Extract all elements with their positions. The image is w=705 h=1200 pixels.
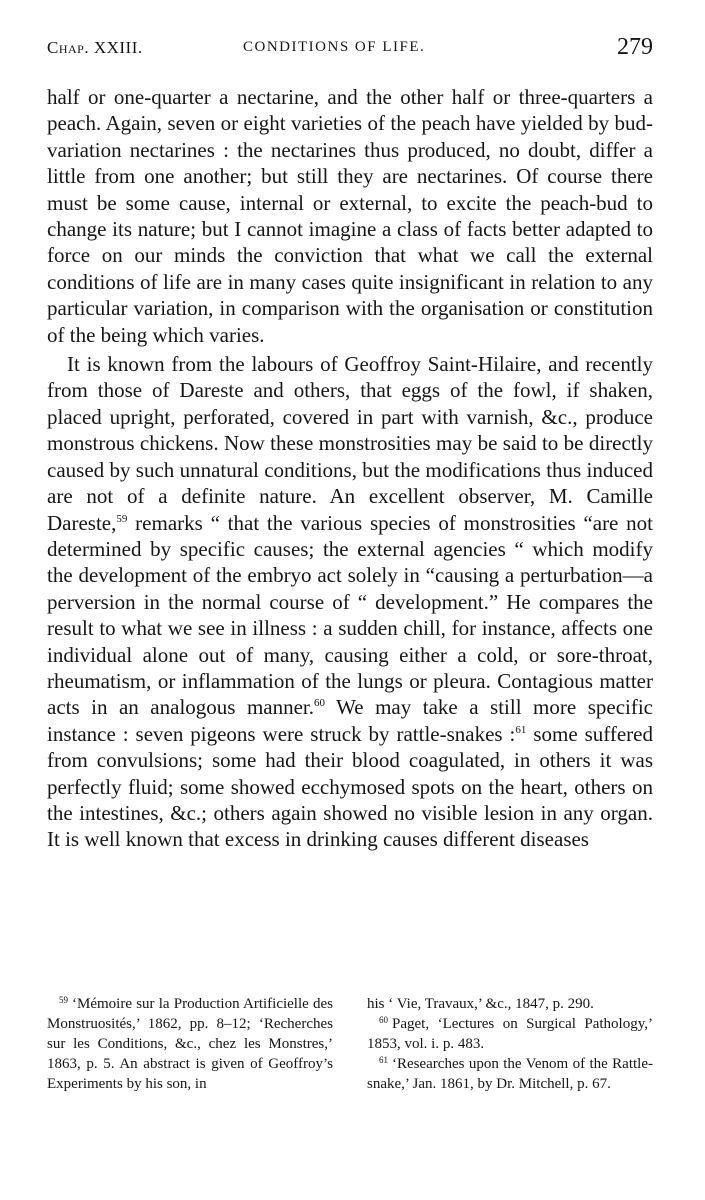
footnote-ref-60[interactable]: 60 bbox=[314, 697, 326, 710]
footnote-60 bbox=[367, 1014, 653, 1054]
book-page bbox=[47, 34, 653, 1092]
footnote-ref-61[interactable]: 61 bbox=[515, 723, 527, 736]
running-title: CONDITIONS OF LIFE. bbox=[243, 39, 426, 55]
page-number: 279 bbox=[617, 34, 653, 60]
footnote-61 bbox=[367, 1054, 653, 1094]
footnote-text: ‘Mémoire sur la Production Artificielle des Monstruosités,’ 1862, pp. 8–12; ‘Recherches sur les Conditions, &c., chez les Monstres,’ 1863, p. 5. An abstract is given of Geoffroy’s Experiments by his son, in bbox=[47, 996, 333, 1092]
footnote-text: his ‘ Vie, Travaux,’ &c., 1847, p. 290. bbox=[367, 996, 594, 1012]
footnote-text: ‘Researches upon the Venom of the Rattle-snake,’ Jan. 1861, by Dr. Mitchell, p. 67. bbox=[367, 1056, 653, 1092]
chapter-label: Chap. XXIII. bbox=[47, 38, 143, 57]
footnote-59-continued bbox=[367, 994, 653, 1014]
running-head bbox=[47, 36, 653, 70]
paragraph-monstrosities bbox=[47, 351, 653, 853]
paragraph-text: remarks “ that the various species of monstrosities “are not determined by specific causes; the external agencies “ which modify the development of the embryo act solely in “causing a perturbation—a perversion in the normal course of “ development.” He compares the result to what we see in illness : a sudden chill, for instance, affects one individual alone out of many, causing either a cold, or sore-throat, rheumatism, or inflammation of the lungs or pleura. Contagious matter acts in an analogous manner. bbox=[47, 510, 653, 720]
footnote-number: 61 bbox=[379, 1055, 388, 1065]
footnotes-left-column bbox=[47, 994, 333, 1094]
paragraph-text: some suffered from convulsions; some had their blood coagulated, in others it was perfectly fluid; some showed ecchymosed spots on the heart, others on the intestines, &c.; others again showed no visible lesion in any organ. It is well known that excess in drinking causes different diseases bbox=[47, 721, 653, 852]
body-text bbox=[47, 84, 653, 853]
footnote-number: 59 bbox=[59, 995, 68, 1005]
footnote-ref-59[interactable]: 59 bbox=[116, 512, 128, 525]
footnote-text: Paget, ‘Lectures on Surgical Pathology,’ 1853, vol. i. p. 483. bbox=[367, 1016, 653, 1052]
paragraph-text: We may take a still more specific instance : seven pigeons were struck by rattle-snakes : bbox=[47, 695, 653, 746]
paragraph-continued: half or one-quarter a nectarine, and the other half or three-quarters a peach. Again, seven or eight varieties of the peach have yielded by bud-variation nectarines : the nectarines thus produced, no doubt, differ a little from one another; but still they are nectarines. Of course there must be some cause, internal or external, to excite the peach-bud to change its nature; but I cannot imagine a class of facts better adapted to force on our minds the conviction that what we call the external conditions of life are in many cases quite insignificant in relation to any particular variation, in comparison with the organisation or constitution of the being which varies. bbox=[47, 85, 653, 347]
footnotes bbox=[47, 994, 653, 1094]
paragraph-text: It is known from the labours of Geoffroy Saint-Hilaire, and recently from those of Dareste and others, that eggs of the fowl, if shaken, placed upright, perforated, covered in part with varnish, &c., produce monstrous chickens. Now these monstrosities may be said to be directly caused by such unnatural conditions, but the modifications thus induced are not of a definite nature. An excellent observer, M. Camille Dareste, bbox=[47, 352, 653, 535]
footnote-number: 60 bbox=[379, 1015, 388, 1025]
footnotes-right-column bbox=[367, 994, 653, 1094]
footnote-59 bbox=[47, 994, 333, 1094]
